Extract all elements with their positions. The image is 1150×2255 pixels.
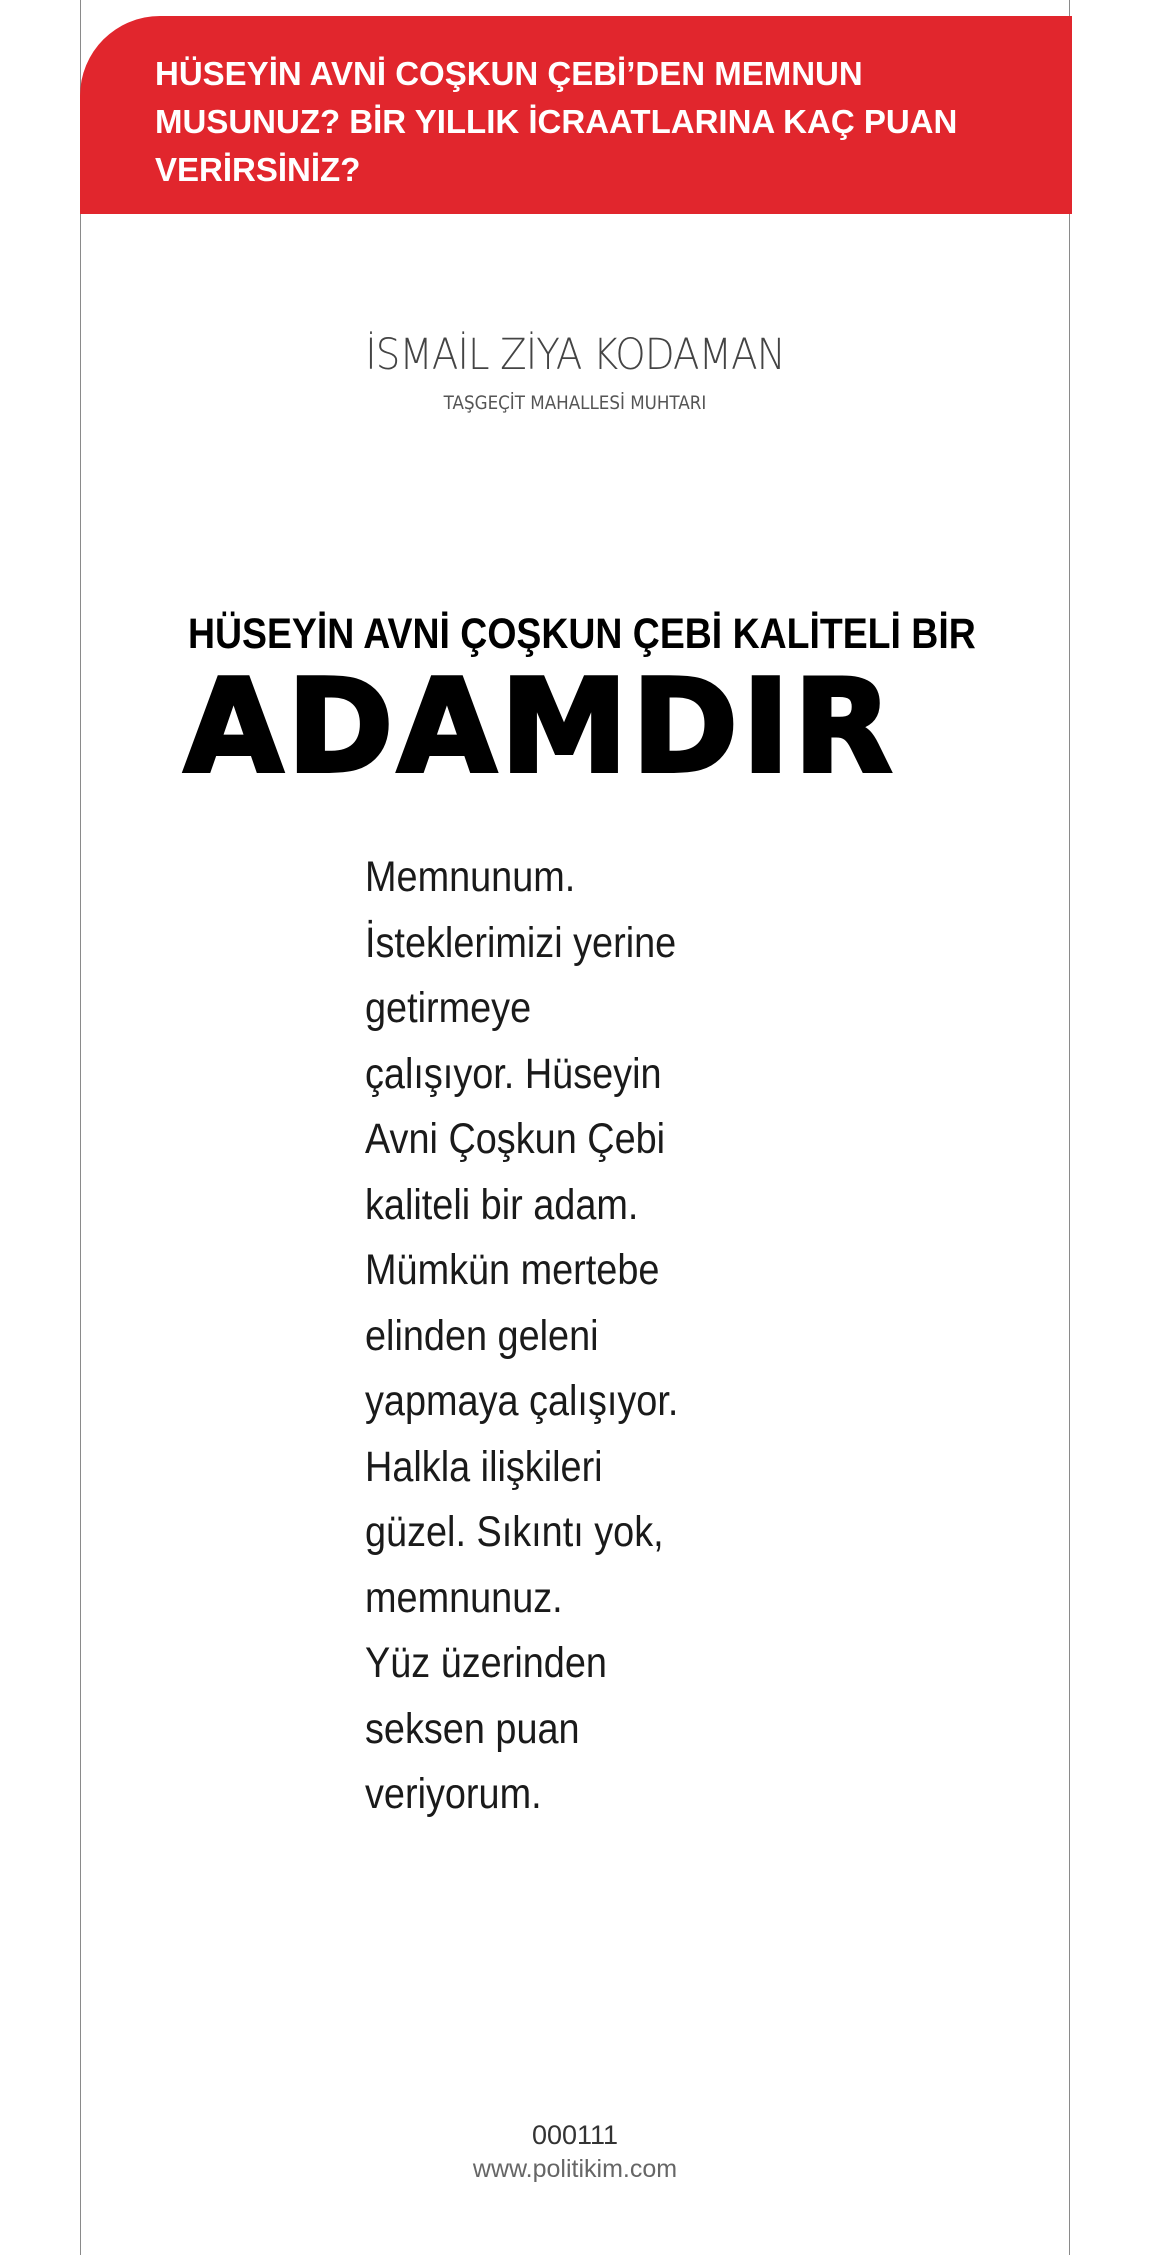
quote-line: veriyorum. [365,1770,542,1818]
question-title [155,50,1032,194]
quote-line: İsteklerimizi yerine [365,918,677,967]
footer-url[interactable]: www.politikim.com [472,2155,678,2183]
quote-line: memnunuz. [365,1573,563,1622]
quote-text [365,845,735,1828]
quote-line: güzel. Sıkıntı yok, [365,1508,664,1556]
respondent-title: TAŞGEÇİT MAHALLESİ MUHTARI [443,392,707,414]
quote-line: Avni Çoşkun Çebi [365,1115,666,1163]
quote-line: çalışıyor. Hüseyin [365,1049,662,1098]
quote-line: elinden geleni [365,1311,599,1360]
footer-code: 000111 [531,2120,619,2150]
question-line-3: VERİRSİNİZ? [155,151,361,188]
quote-line: seksen puan [365,1704,580,1753]
quote-line: Yüz üzerinden [365,1639,607,1687]
quote-line: Memnunum. [365,853,576,901]
question-line-1: HÜSEYİN AVNİ COŞKUN ÇEBİ’DEN MEMNUN [155,55,863,92]
quote-line: kaliteli bir adam. [365,1180,639,1229]
headline-emphasis: ADAMDIR [184,653,897,802]
headline-lead: HÜSEYİN AVNİ ÇOŞKUN ÇEBİ KALİTELİ BİR [188,610,976,658]
quote-line: Halkla ilişkileri [365,1442,603,1491]
respondent-name: İSMAİL ZİYA KODAMAN [365,330,785,380]
quote-line: Mümkün mertebe [365,1246,660,1294]
question-banner [80,16,1072,214]
quote-line: yapmaya çalışıyor. [365,1377,679,1425]
question-line-2: MUSUNUZ? BİR YILLIK İCRAATLARINA KAÇ PUAN [155,103,958,140]
quote-line: getirmeye [365,984,532,1032]
